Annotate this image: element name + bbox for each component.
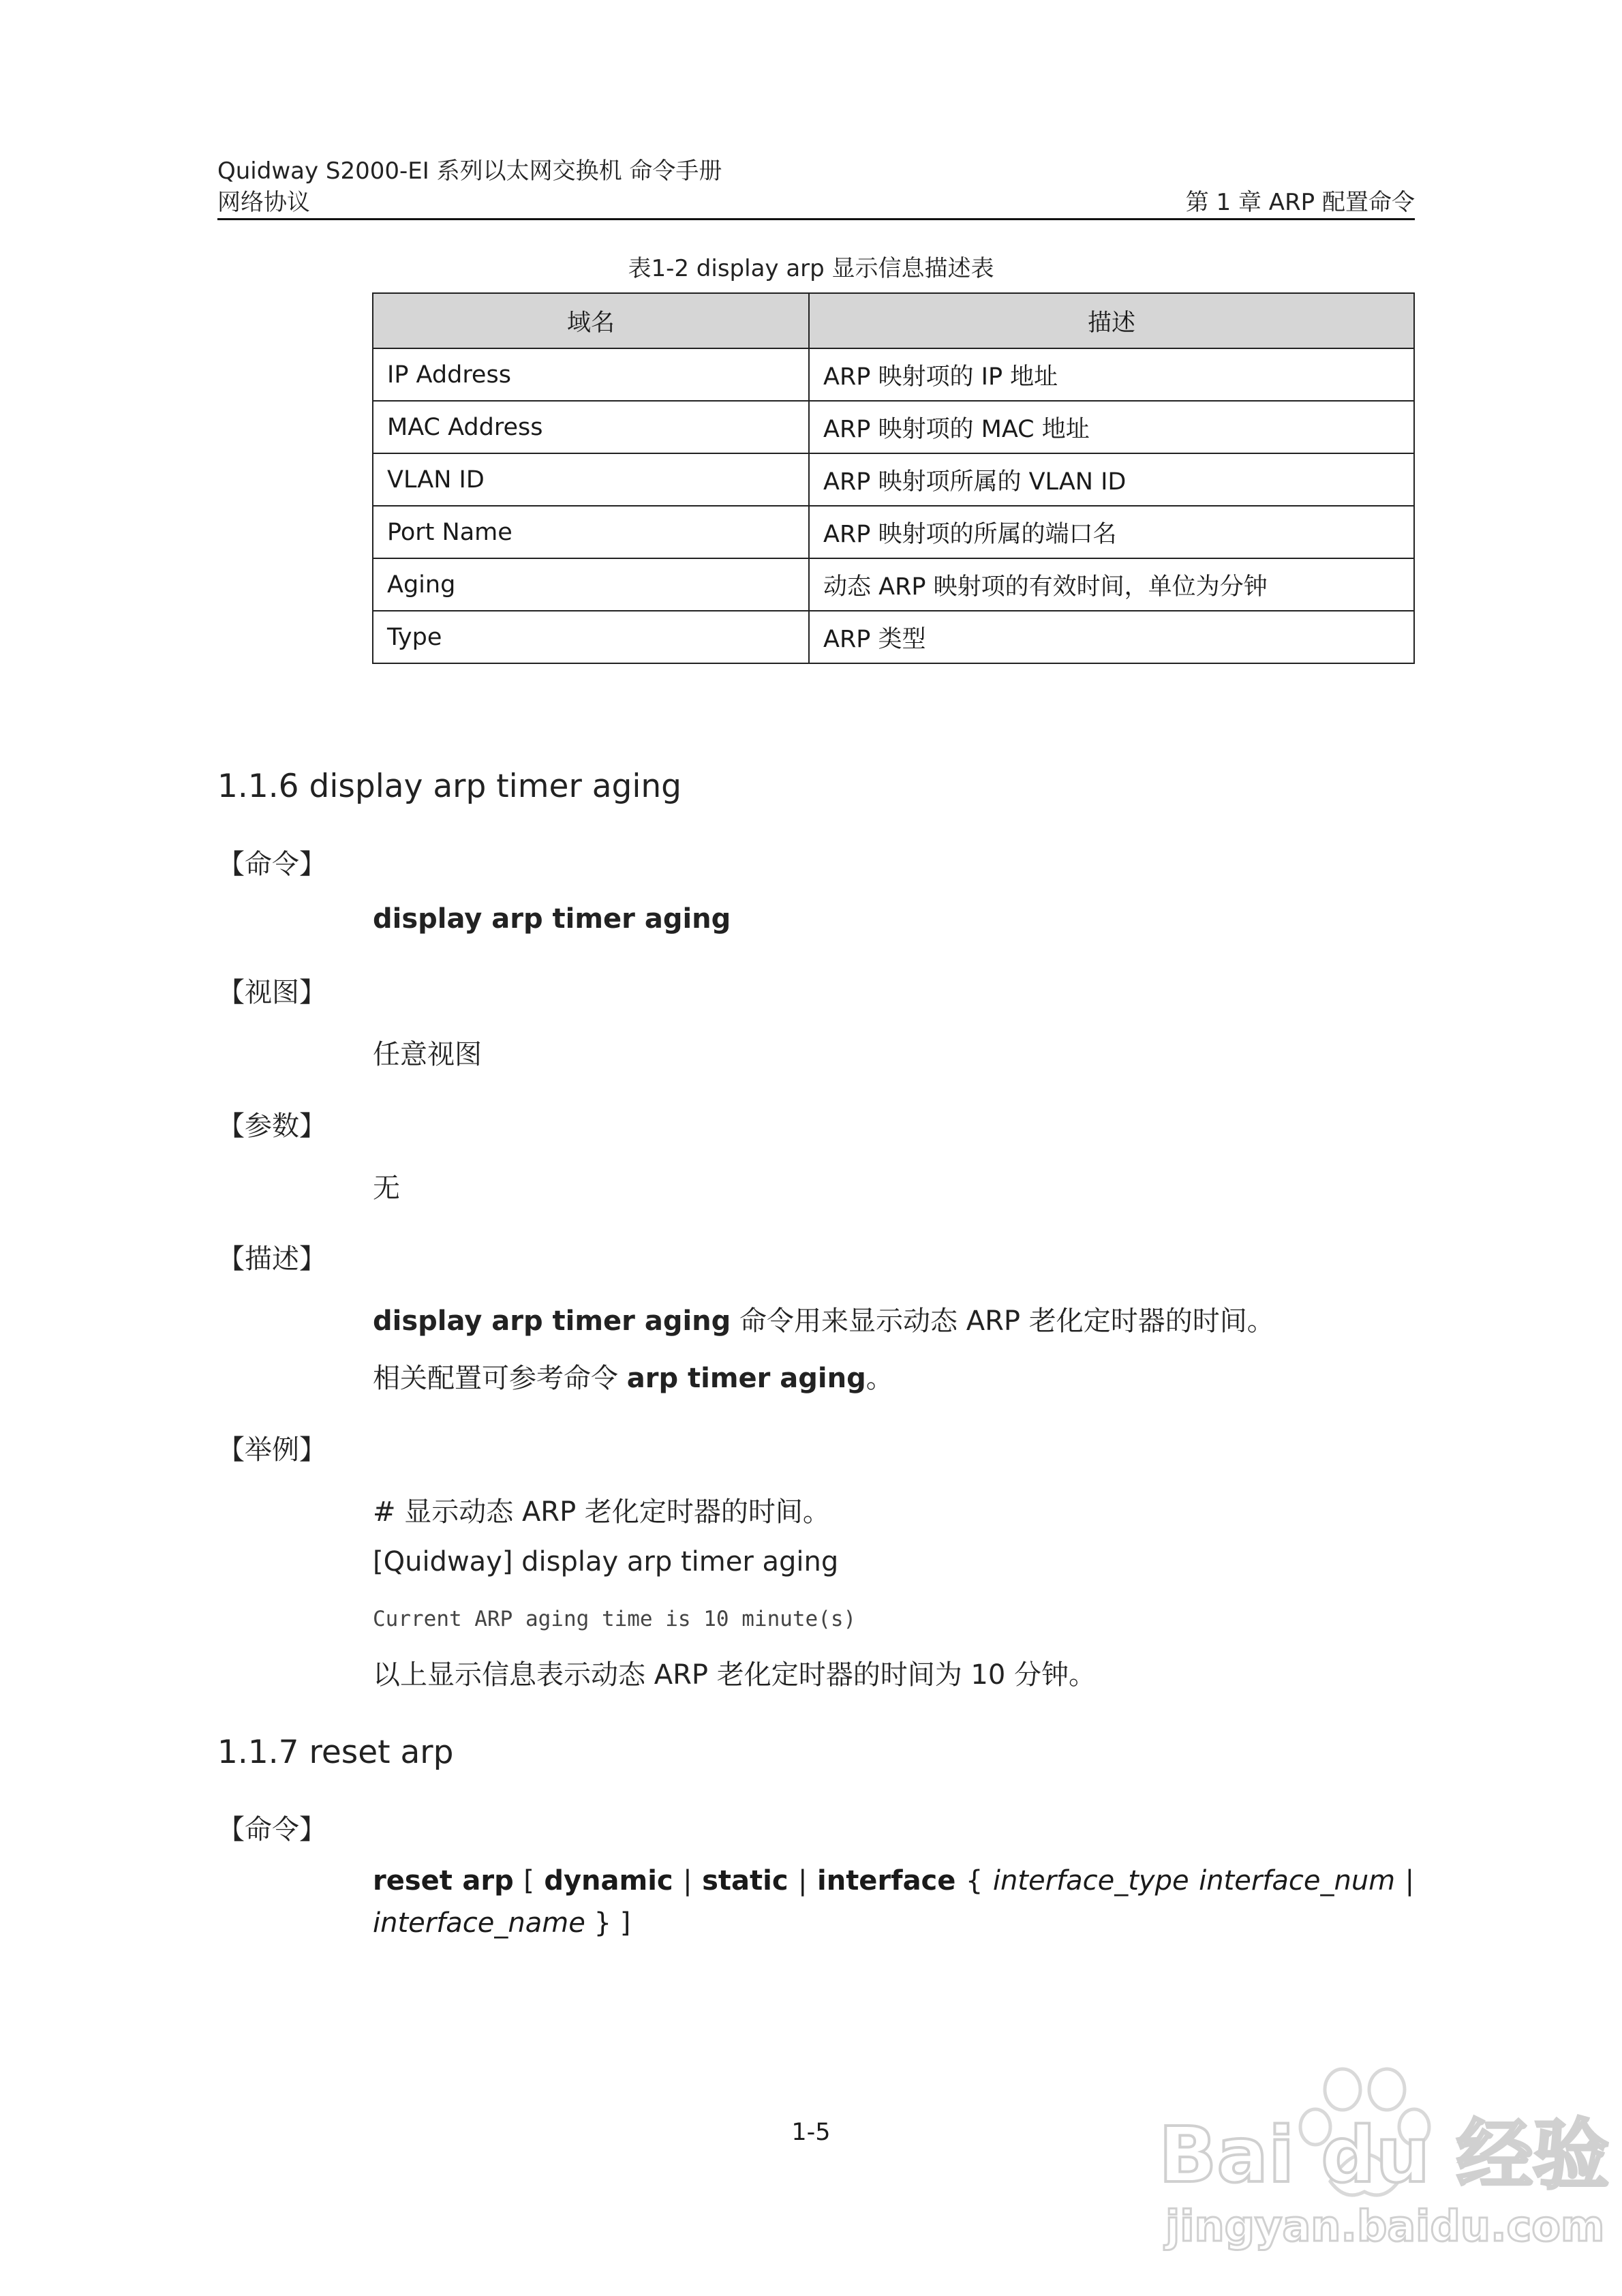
related-config-text [373,1357,893,1395]
reset-command-label: 【命令】 [217,1814,326,1845]
lbrace: { [965,1865,983,1897]
related-suffix: 。 [866,1363,893,1394]
table-caption: 表1-2 display arp 显示信息描述表 [628,255,994,282]
description-cell: ARP 映射项的 IP 地址 [809,348,1414,401]
lbracket: [ [523,1865,534,1897]
table-row [373,348,1414,401]
section-name: 网络协议 [217,189,310,216]
arg-interface-num: interface_num [1199,1865,1396,1897]
example-input: [Quidway] display arp timer aging [373,1546,839,1577]
header-description: 描述 [809,293,1414,348]
related-command: arp timer aging [626,1363,866,1394]
watermark-brand-text: Bai du 经验 [1159,2111,1610,2200]
example-comment: # 显示动态 ARP 老化定时器的时间。 [373,1496,830,1528]
doc-title: Quidway S2000-EI 系列以太网交换机 命令手册 [217,157,722,185]
description-cell: ARP 映射项所属的 VLAN ID [809,453,1414,506]
related-prefix: 相关配置可参考命令 [373,1363,627,1394]
table-header-row [373,293,1414,348]
example-label: 【举例】 [217,1434,326,1466]
view-text: 任意视图 [373,1039,482,1070]
section-heading-1-1-7: 1.1.7 reset arp [217,1734,454,1771]
field-cell: Port Name [373,506,809,558]
field-cell: MAC Address [373,401,809,453]
command-syntax: display arp timer aging [373,903,731,935]
description-command: display arp timer aging [373,1305,731,1337]
table-row [373,453,1414,506]
table-row [373,611,1414,663]
description-cell: 动态 ARP 映射项的有效时间，单位为分钟 [809,558,1414,611]
field-description-table [372,292,1415,664]
kw-arp: arp [462,1865,514,1897]
description-text [373,1299,1274,1338]
kw-static: static [702,1865,789,1897]
field-cell: IP Address [373,348,809,401]
pipe: | [798,1865,808,1897]
view-label: 【视图】 [217,977,326,1008]
chapter-title: 第 1 章 ARP 配置命令 [1185,189,1415,216]
field-cell: Type [373,611,809,663]
arg-interface-type: interface_type [992,1865,1189,1897]
watermark-url-text: jingyan.baidu.com [1165,2201,1605,2251]
field-cell: Aging [373,558,809,611]
kw-interface: interface [817,1865,956,1897]
kw-reset: reset [373,1865,453,1897]
example-note: 以上显示信息表示动态 ARP 老化定时器的时间为 10 分钟。 [373,1659,1097,1691]
params-label: 【参数】 [217,1111,326,1142]
table-row [373,401,1414,453]
arg-interface-name: interface_name [373,1907,585,1939]
pipe: | [683,1865,692,1897]
params-text: 无 [373,1173,400,1204]
rbrace-rbracket: } ] [594,1907,631,1939]
reset-arp-syntax [373,1860,1414,1944]
field-cell: VLAN ID [373,453,809,506]
table-row [373,558,1414,611]
header-field: 域名 [373,293,809,348]
command-label: 【命令】 [217,849,326,880]
baidu-jingyan-watermark [1152,2062,1610,2260]
description-cell: ARP 映射项的 MAC 地址 [809,401,1414,453]
description-label: 【描述】 [217,1243,326,1275]
kw-dynamic: dynamic [544,1865,673,1897]
header-rule [217,218,1415,220]
section-heading-1-1-6: 1.1.6 display arp timer aging [217,768,682,805]
pipe: | [1405,1865,1415,1897]
example-output: Current ARP aging time is 10 minute(s) [373,1607,857,1631]
description-cell: ARP 类型 [809,611,1414,663]
description-sentence: 命令用来显示动态 ARP 老化定时器的时间。 [731,1305,1274,1337]
table-row [373,506,1414,558]
description-cell: ARP 映射项的所属的端口名 [809,506,1414,558]
page-number: 1-5 [791,2119,831,2146]
